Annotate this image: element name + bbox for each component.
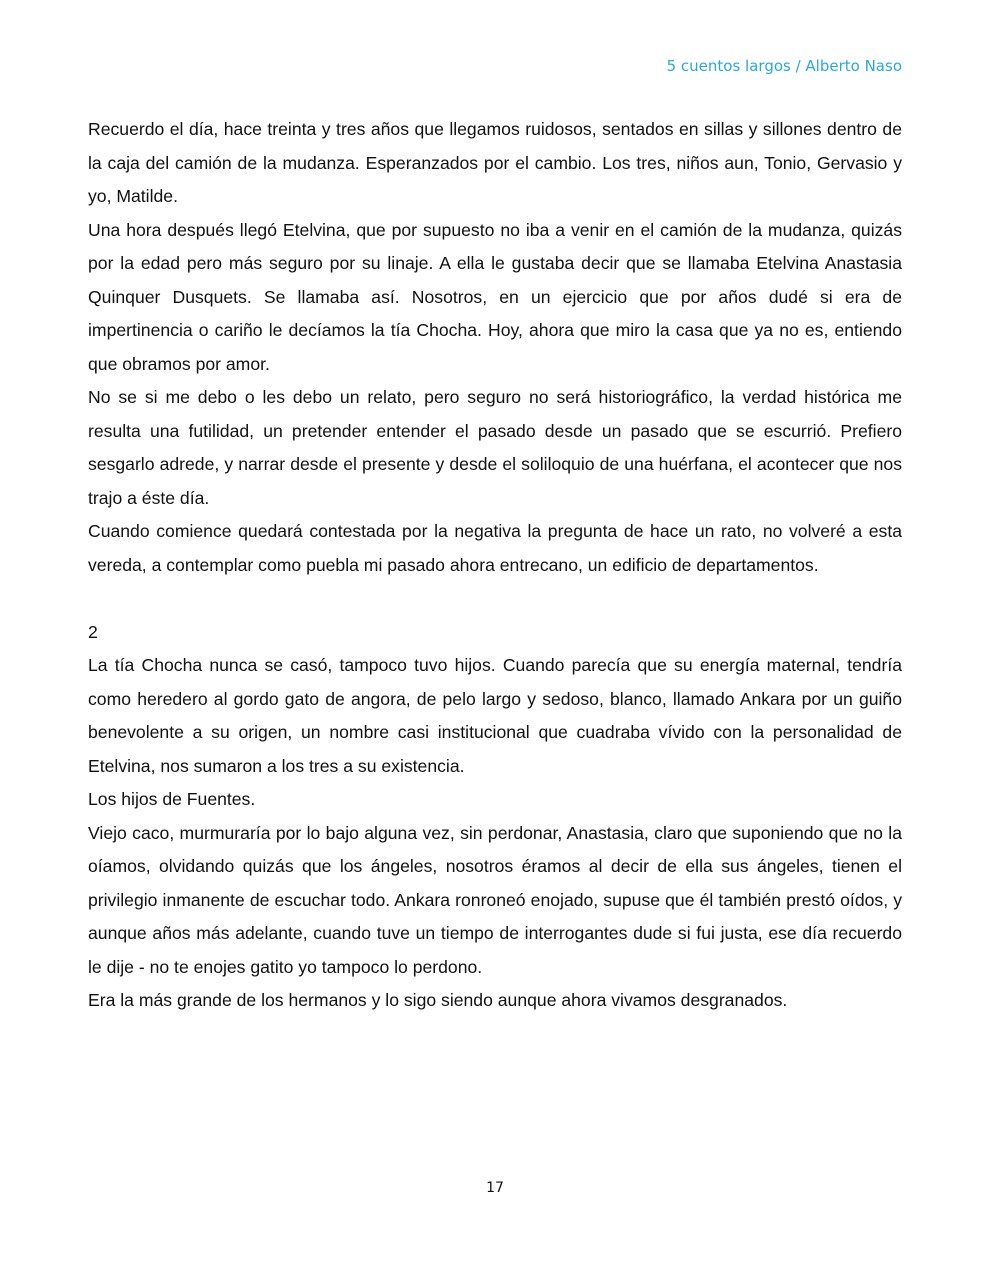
running-header: 5 cuentos largos / Alberto Naso [666,57,902,75]
paragraph: Los hijos de Fuentes. [88,789,256,809]
body-text [88,113,902,1018]
section-number: 2 [88,621,98,642]
page-number: 17 [486,1180,504,1196]
paragraph: No se si me debo o les debo un relato, pero seguro no será historiográfico, la verdad histórica me resulta una futilidad, un pretender entender el pasado desde un pasado que se escurrió. Prefiero sesgarlo adrede, y narrar desde el presente y desde el soliloquio de una huérfana, el acontecer que nos trajo a éste día. [88,387,902,508]
paragraph: Era la más grande de los hermanos y lo sigo siendo aunque ahora vivamos desgranados. [88,990,788,1010]
paragraph: Cuando comience quedará contestada por la negativa la pregunta de hace un rato, no volveré a esta vereda, a contemplar como puebla mi pasado ahora entrecano, un edificio de departamentos. [88,521,902,575]
paragraph: Una hora después llegó Etelvina, que por supuesto no iba a venir en el camión de la mudanza, quizás por la edad pero más seguro por su linaje. A ella le gustaba decir que se llamaba Etelvina Anastasia Quinquer Dusquets. Se llamaba así. Nosotros, en un ejercicio que por años dudé si era de impertinencia o cariño le decíamos la tía Chocha. Hoy, ahora que miro la casa que ya no es, entiendo que obramos por amor. [88,219,902,374]
paragraph: Viejo caco, murmuraría por lo bajo alguna vez, sin perdonar, Anastasia, claro que suponiendo que no la oíamos, olvidando quizás que los ángeles, nosotros éramos al decir de ella sus ángeles, tienen el privilegio inmanente de escuchar todo. Ankara ronroneó enojado, supuse que él también prestó oídos, y aunque años más adelante, cuando tuve un tiempo de interrogantes dude si fui justa, ese día recuerdo le dije - no te enojes gatito yo tampoco lo perdono. [88,822,902,977]
paragraph: La tía Chocha nunca se casó, tampoco tuvo hijos. Cuando parecía que su energía maternal, tendría como heredero al gordo gato de angora, de pelo largo y sedoso, blanco, llamado Ankara por un guiño benevolente a su origen, un nombre casi institucional que cuadraba vívido con la personalidad de Etelvina, nos sumaron a los tres a su existencia. [88,655,902,776]
paragraph: Recuerdo el día, hace treinta y tres años que llegamos ruidosos, sentados en sillas y sillones dentro de la caja del camión de la mudanza. Esperanzados por el cambio. Los tres, niños aun, Tonio, Gervasio y yo, Matilde. [88,119,902,206]
blank-line [88,582,902,616]
